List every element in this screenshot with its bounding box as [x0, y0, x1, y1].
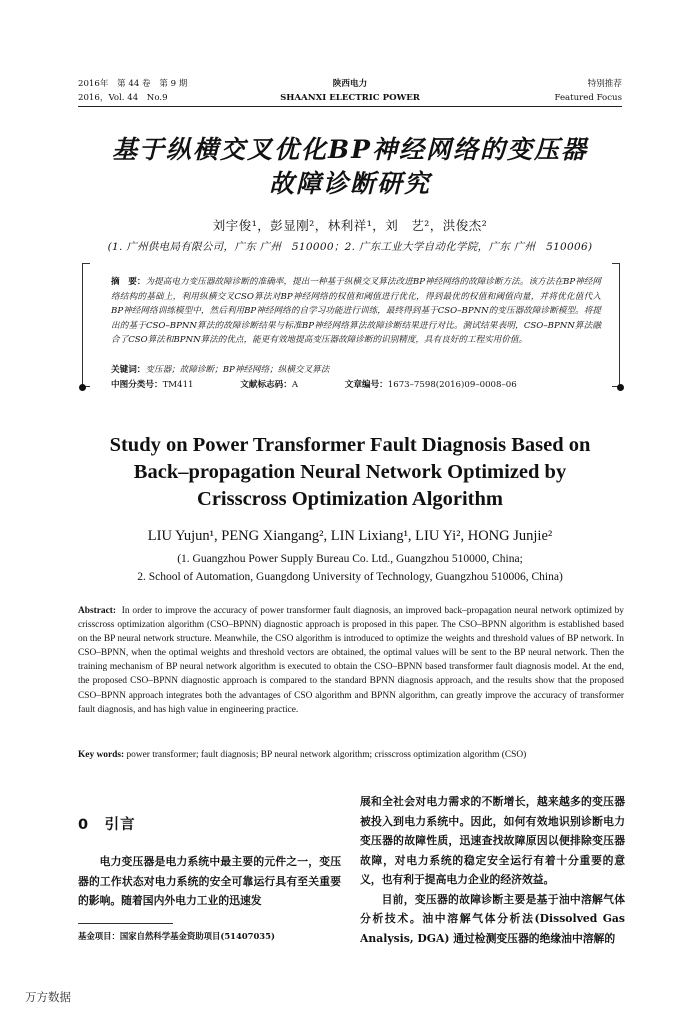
bullet-dot-icon — [617, 384, 624, 391]
clc-value: TM411 — [162, 380, 194, 390]
cn-abstract-label: 摘 要： — [111, 277, 146, 287]
cn-authors: 刘宇俊¹，彭显刚²，林利祥¹，刘 艺²，洪俊杰² — [212, 218, 488, 233]
journal-name-cn: 陕西电力 — [332, 79, 368, 89]
section-heading: 0 引言 — [78, 817, 136, 833]
bullet-dot-icon — [79, 384, 86, 391]
cn-abstract-text: 为提高电力变压器故障诊断的准确率，提出一种基于纵横交叉算法改进BP神经网络的故障诊断方法。该方法在BP神经网络结构的基础上，利用纵横交叉CSO算法对BP神经网络的权值和阈值进行优化，得到最优的权值和阈值向量，并将优化值代入BP神经网络训练模型中，然后利用BP神经网络的自学习功能进行训练，最终得到基于CSO–BPNN的变压器故障诊断模型。将提出的基于CSO–BPNN算法的故障诊断结果与标准BP神经网络算法故障诊断结果进行对比。测试结果表明，CSO–BPNN算法融合了CSO算法和BPNN算法的优点，能更有效地提高变压器故障诊断的识别精度，具有良好的工程实用价值。 — [111, 277, 601, 345]
frame-corner — [82, 263, 90, 264]
en-affiliation-2: 2. School of Automation, Guangdong University of Technology, Guangzhou 510006, China) — [137, 571, 563, 583]
journal-name-en: SHAANXI ELECTRIC POWER — [280, 93, 420, 103]
article-no-value: 1673–7598(2016)09–0008–06 — [387, 380, 517, 390]
cn-affiliation: (1. 广州供电局有限公司，广东 广州 510000；2. 广东工业大学自动化学院，广东 广州 510006) — [107, 241, 593, 253]
clc-field — [111, 378, 216, 390]
body-column-left — [78, 852, 341, 911]
article-no-label: 文章编号： — [344, 380, 388, 390]
article-no-field — [345, 378, 539, 390]
body-paragraph: 展和全社会对电力需求的不断增长，越来越多的变压器被投入到电力系统中。因此，如何有效地识别诊断电力变压器的故障性质，迅速查找故障原因以便排除变压器故障，对电力系统的稳定安全运行有着十分重要的意义，也有利于提高电力企业的经济效益。 — [360, 795, 625, 886]
body-column-right — [360, 792, 625, 948]
cn-keywords-text: 变压器；故障诊断；BP神经网络；纵横交叉算法 — [145, 365, 330, 375]
doc-code-value: A — [291, 380, 299, 390]
body-paragraph: 目前，变压器的故障诊断主要是基于油中溶解气体分析技术。油中溶解气体分析法(Dissolved Gas Analysis, DGA) 通过检测变压器的绝缘油中溶解的 — [360, 892, 625, 945]
doc-code-field — [240, 378, 320, 390]
journal-issue-cn: 2016年 第 44 卷 第 9 期 — [78, 79, 188, 89]
column-name-cn: 特别推荐 — [587, 79, 622, 89]
en-authors: LIU Yujun¹, PENG Xiangang², LIN Lixiang¹, LIU Yi², HONG Junjie² — [147, 528, 553, 544]
en-keywords-label: Key words: — [78, 750, 125, 760]
en-affiliation-1: (1. Guangzhou Power Supply Bureau Co. Ltd., Guangzhou 510000, China; — [177, 553, 523, 565]
en-abstract — [78, 604, 624, 717]
journal-issue-en: 2016，Vol. 44 No.9 — [78, 93, 168, 103]
en-title-line2: Back–propagation Neural Network Optimized by — [133, 461, 567, 483]
header-rule — [78, 106, 622, 107]
cn-title-line1: 基于纵横交叉优化BP神经网络的变压器 — [112, 135, 588, 164]
watermark: 万方数据 — [25, 990, 71, 1004]
body-paragraph: 电力变压器是电力系统中最主要的元件之一，变压器的工作状态对电力系统的安全可靠运行具有至关重要的影响。随着国内外电力工业的迅速发 — [78, 855, 341, 907]
cn-title-line2: 故障诊断研究 — [268, 169, 431, 198]
en-abstract-text: In order to improve the accuracy of power transformer fault diagnosis, an improved back–propagation neural network optimized by crisscross optimization algorithm (CSO–BPNN) diagnostic approach is proposed in this paper. The CSO–BPNN algorithm is established based on the BP neural network structure. Meanwhile, the CSO algorithm is introduced to optimize the weights and threshold values of BP network. In CSO–BPNN, when the optimal weights and threshold vectors are obtained, the optimal values will be sent to the BP neural network. Then the training mechanism of BP neural network algorithm is executed to obtain the CSO–BPNN based transformer fault diagnosis model. At the end, the proposed CSO–BPNN diagnostic approach is compared to the standard BPNN diagnosis approach, and the results show that the proposed CSO–BPNN approach integrates both the advantages of CSO algorithm and BPNN algorithm, can greatly improve the accuracy of transformer fault diagnosis, and has high value in engineering practice. — [78, 606, 624, 715]
en-keywords-text: power transformer; fault diagnosis; BP neural network algorithm; crisscross optimization algorithm (CSO) — [126, 750, 527, 760]
cn-keywords-label: 关键词： — [111, 365, 146, 375]
footnote-rule — [78, 923, 173, 924]
en-abstract-label: Abstract: — [78, 606, 117, 616]
en-title-line1: Study on Power Transformer Fault Diagnosis Based on — [109, 434, 591, 456]
cn-classification — [111, 378, 601, 390]
cn-abstract — [111, 275, 601, 348]
en-title-line3: Crisscross Optimization Algorithm — [197, 488, 503, 510]
doc-code-label: 文献标志码： — [240, 380, 292, 390]
column-name-en: Featured Focus — [554, 93, 622, 103]
clc-label: 中图分类号： — [111, 380, 163, 390]
cn-keywords — [111, 363, 601, 375]
funding-footnote: 基金项目：国家自然科学基金资助项目(51407035) — [78, 931, 275, 941]
frame-corner — [612, 263, 620, 264]
en-keywords — [78, 750, 624, 760]
